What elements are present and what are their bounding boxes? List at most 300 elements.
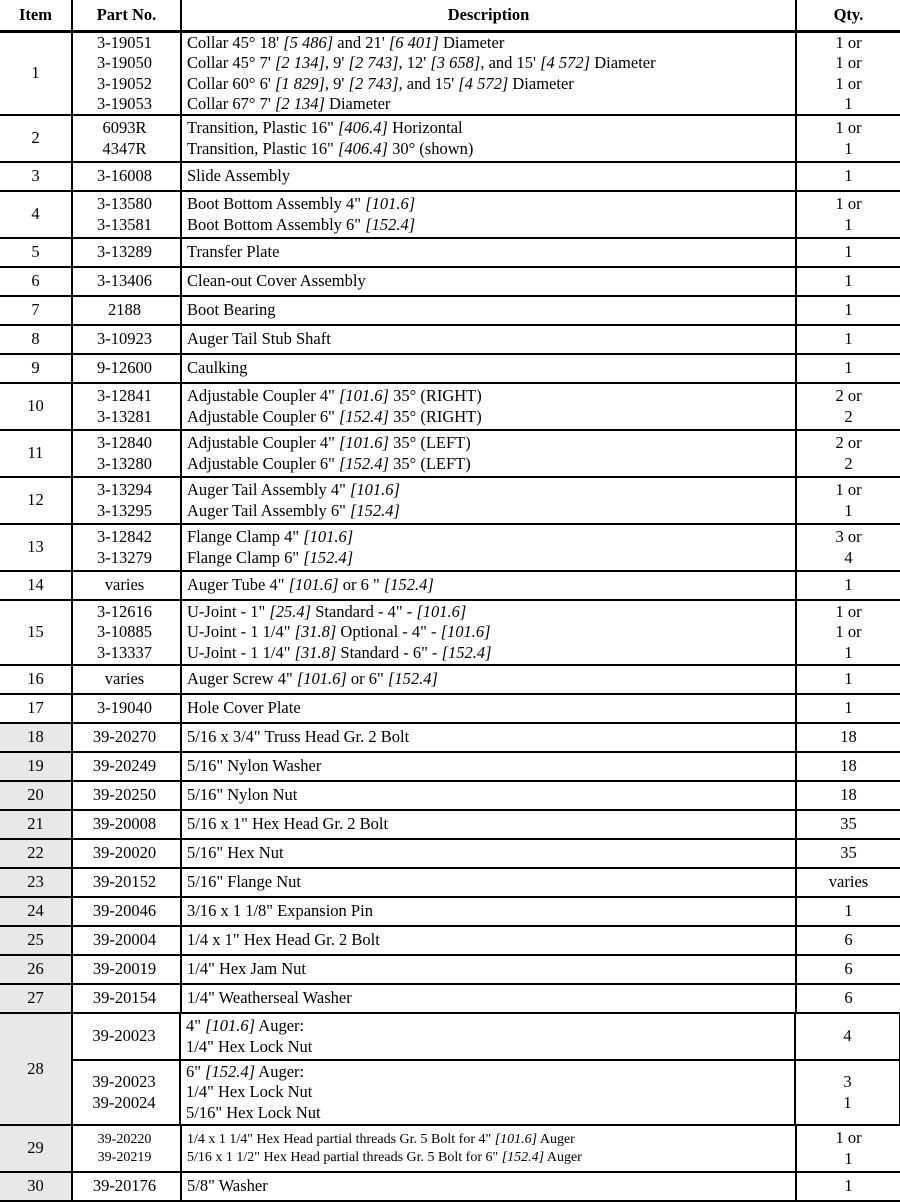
quantity-line: 1 [844,271,853,291]
cell-quantity [796,839,900,868]
part-number-line: 39-20250 [92,785,157,805]
description-line: Flange Clamp 6" [152.4] [187,547,354,567]
quantity-line: 1 [843,1092,852,1112]
quantity-line: 1 [844,575,853,595]
table-row [0,383,900,430]
quantity [797,1128,900,1168]
part-number-line: 3-12616 [97,602,152,622]
metric-value: [152.4] [365,214,416,234]
metric-value: [101.6] [339,386,389,406]
cell-quantity [796,926,900,955]
quantity [797,358,900,378]
cell-quantity [796,32,900,116]
cell-quantity [796,162,900,191]
description-line: 3/16 x 1 1/8" Expansion Pin [187,901,373,921]
part-number [73,575,176,595]
quantity-line: 1 or [835,53,862,73]
part-number [73,242,176,262]
description-line: Adjustable Coupler 6" [152.4] 35° (LEFT) [187,453,471,473]
cell-part-number [72,665,181,694]
quantity-line: 2 or [835,433,862,453]
quantity [797,271,900,291]
description-line: Slide Assembly [187,166,291,186]
cell-item-number: 2 [0,115,72,162]
cell-description [181,162,796,191]
quantity-line: 2 [844,406,853,426]
cell-description [181,191,796,238]
part-number [73,843,176,863]
metric-value: [152.4] [349,500,400,520]
table-row [0,694,900,723]
description-line: Hole Cover Plate [187,698,301,718]
cell-item-number: 26 [0,955,72,984]
table-row [0,571,900,600]
cell-item-number: 4 [0,191,72,238]
cell-item-number: 29 [0,1125,72,1172]
cell-quantity [796,723,900,752]
metric-value: [2 134] [274,93,325,113]
description [187,166,795,186]
quantity [796,1026,899,1046]
table-row [0,839,900,868]
metric-value: [3 658] [430,53,481,73]
quantity [797,33,900,114]
cell-item-number: 24 [0,897,72,926]
cell-item-number: 18 [0,723,72,752]
description [187,242,795,262]
table-row [0,810,900,839]
cell-item-number: 27 [0,984,72,1013]
cell-part-number [72,839,181,868]
cell-quantity [796,238,900,267]
table-row [0,477,900,524]
cell-item-number: 20 [0,781,72,810]
part-number [73,1026,175,1046]
column-header-qty: Qty. [796,0,900,32]
table-row [0,115,900,162]
cell-part-number [72,781,181,810]
metric-value: [4 572] [458,73,509,93]
table-body [0,32,900,1202]
cell-item-number: 6 [0,267,72,296]
cell-item-number: 23 [0,868,72,897]
quantity-line: 1 [844,214,853,234]
metric-value: [4 572] [540,53,591,73]
cell-description [181,665,796,694]
column-header-description: Description [181,0,796,32]
quantity-line: 1 [844,166,853,186]
part-number-line: 3-13280 [97,453,152,473]
metric-value: [152.4] [501,1149,545,1165]
cell-description [181,238,796,267]
description [187,433,795,473]
table-row [0,296,900,325]
cell-part-number [72,32,181,116]
quantity-line: 1 or [835,33,862,53]
quantity [797,386,900,426]
part-number-line: 39-20020 [92,843,157,863]
cell-part-number [72,694,181,723]
description-line: Collar 67° 7' [2 134] Diameter [187,93,391,113]
description-line: Transition, Plastic 16" [406.4] Horizontal [187,118,463,138]
cell-item-number: 12 [0,477,72,524]
cell-part-number [72,238,181,267]
description-line: Transfer Plate [187,242,280,262]
metric-value: [406.4] [337,138,388,158]
description-line: 5/16" Flange Nut [187,872,301,892]
cell-part-number [72,383,181,430]
cell-quantity [796,955,900,984]
quantity [797,785,900,805]
part-number-line: 4347R [102,138,147,158]
description-line: Boot Bearing [187,300,276,320]
description [187,527,795,567]
table-row [0,162,900,191]
metric-value: [31.8] [294,642,337,662]
part-number-line: 3-13281 [97,406,152,426]
description [187,1131,795,1166]
cell-quantity [795,1014,899,1060]
part-number [73,930,176,950]
part-number [73,959,176,979]
quantity [797,527,900,567]
quantity [797,300,900,320]
cell-item-number: 11 [0,430,72,477]
cell-quantity [796,383,900,430]
part-number [73,988,176,1008]
cell-description [181,810,796,839]
quantity-line: 1 [844,138,853,158]
description [187,33,795,114]
cell-description [181,600,796,665]
description-line: 1/4 x 1" Hex Head Gr. 2 Bolt [187,930,380,950]
part-number [73,118,176,158]
table-row [0,524,900,571]
cell-part-number [72,162,181,191]
part-number-line: 3-12840 [97,433,152,453]
cell-part-number [72,984,181,1013]
description-line: Flange Clamp 4" [101.6] [187,527,354,547]
cell-item-number: 1 [0,32,72,116]
part-number [73,329,176,349]
description [187,901,795,921]
part-number [73,785,176,805]
quantity-line: 1 [844,242,853,262]
metric-value: [152.4] [383,575,434,595]
quantity-line: 6 [844,959,853,979]
quantity-line: 1 or [835,622,862,642]
description-line: 6" [152.4] Auger: [186,1062,305,1082]
cell-description [181,477,796,524]
description-line: Adjustable Coupler 4" [101.6] 35° (RIGHT) [187,386,482,406]
description [187,785,795,805]
part-number-line: 39-20023 [92,1072,156,1092]
part-number-line: 39-20152 [92,872,157,892]
description-line: 5/16" Nylon Washer [187,756,322,776]
cell-quantity [796,1125,900,1172]
part-number-line: 3-13279 [97,547,152,567]
part-number-line: 3-13289 [97,242,152,262]
description [187,386,795,426]
cell-quantity [796,665,900,694]
metric-value: [2 134] [274,53,325,73]
cell-description [181,430,796,477]
cell-item-number: 17 [0,694,72,723]
metric-value: [31.8] [294,622,337,642]
part-number-line: 3-12841 [97,386,152,406]
part-number [73,33,176,114]
quantity [797,727,900,747]
table-row [0,32,900,116]
table-row [0,665,900,694]
quantity-line: 1 [844,500,853,520]
quantity-line: 1 [844,698,853,718]
quantity-line: 18 [840,727,857,747]
quantity [797,698,900,718]
description-line: 5/16" Hex Lock Nut [186,1102,321,1122]
metric-value: [152.4] [387,669,438,689]
part-number-line: 3-13294 [97,480,152,500]
quantity-line: 1 or [835,602,862,622]
description [187,271,795,291]
part-number [73,271,176,291]
cell-part-number [72,477,181,524]
table-row [0,926,900,955]
cell-item-number: 21 [0,810,72,839]
description-line: 1/4" Hex Lock Nut [186,1036,313,1056]
description [187,669,795,689]
cell-description [181,115,796,162]
description-line: Auger Tail Assembly 6" [152.4] [187,500,400,520]
part-number [73,166,176,186]
quantity-line: 35 [840,814,857,834]
part-number-line: 3-19050 [97,53,152,73]
metric-value: [152.4] [205,1062,256,1082]
quantity [797,480,900,520]
description [187,480,795,520]
description [187,872,795,892]
cell-quantity [796,115,900,162]
table-row [0,955,900,984]
part-number [73,1176,176,1196]
table-row [0,781,900,810]
quantity [797,843,900,863]
description [187,118,795,158]
part-number [73,756,176,776]
column-header-part-no: Part No. [72,0,181,32]
part-number [73,669,176,689]
table-row [0,752,900,781]
description-line: U-Joint - 1 1/4" [31.8] Standard - 6" - [152.4] [187,642,492,662]
part-number-line: 39-20219 [97,1149,152,1165]
quantity-line: 1 [844,642,853,662]
cell-item-number: 9 [0,354,72,383]
cell-part-number [72,955,181,984]
metric-value: [101.6] [288,575,339,595]
table-subrow [73,1014,899,1060]
quantity [797,1176,900,1196]
part-number-line: 3-13581 [97,214,152,234]
part-number-line: 3-19053 [97,93,152,113]
cell-description [181,325,796,354]
description [187,602,795,662]
part-number-line: 39-20176 [92,1176,157,1196]
metric-value: [152.4] [339,406,389,426]
metric-value: [101.6] [296,669,347,689]
part-number-line: 39-20249 [92,756,157,776]
part-number-line: 39-20220 [97,1132,152,1147]
cell-description [181,723,796,752]
cell-quantity [796,694,900,723]
part-number [73,1131,176,1166]
cell-part-number [72,430,181,477]
description-line: 1/4" Hex Lock Nut [186,1082,313,1102]
cell-description [181,1172,796,1201]
cell-quantity [796,477,900,524]
quantity [797,959,900,979]
cell-description [181,1125,796,1172]
part-number [73,527,176,567]
cell-description [181,781,796,810]
cell-quantity [796,897,900,926]
description [187,727,795,747]
part-number [73,727,176,747]
quantity [797,242,900,262]
part-number [73,602,176,662]
quantity [797,575,900,595]
metric-value: [6 401] [388,33,439,53]
cell-description [180,1060,795,1124]
cell-part-number [72,723,181,752]
part-number-line: 3-19051 [97,33,152,53]
description [187,300,795,320]
part-number [73,872,176,892]
cell-item-number: 14 [0,571,72,600]
cell-quantity [796,524,900,571]
cell-item-number: 5 [0,238,72,267]
metric-value: [2 743] [348,73,399,93]
cell-part-number [72,325,181,354]
description-line: Auger Tail Assembly 4" [101.6] [187,480,400,500]
cell-quantity [796,1172,900,1201]
part-number-line: 3-10885 [97,622,152,642]
description [187,698,795,718]
description-line: Boot Bottom Assembly 6" [152.4] [187,214,416,234]
table-row [0,897,900,926]
cell-quantity [796,984,900,1013]
part-number-line: 39-20046 [92,901,157,921]
description [187,814,795,834]
cell-item-number: 8 [0,325,72,354]
cell-part-number [72,868,181,897]
cell-description [181,32,796,116]
cell-part-number [72,191,181,238]
description-line: 1/4" Hex Jam Nut [187,959,307,979]
description [186,1062,794,1122]
cell-description [181,694,796,723]
cell-part-number [72,752,181,781]
cell-quantity [796,781,900,810]
quantity-line: 3 [843,1072,852,1092]
cell-quantity [796,868,900,897]
part-number [73,433,176,473]
table-row [0,238,900,267]
table-row [0,267,900,296]
description-line: Auger Tube 4" [101.6] or 6 " [152.4] [187,575,434,595]
description-line: Caulking [187,358,248,378]
table-subrow [73,1060,899,1124]
cell-part-number [72,571,181,600]
table-row [0,191,900,238]
description-line: 5/16 x 3/4" Truss Head Gr. 2 Bolt [187,727,410,747]
header-row [0,0,900,32]
description [187,959,795,979]
cell-description [181,955,796,984]
cell-part-number [72,926,181,955]
quantity [797,901,900,921]
part-number-line: 39-20008 [92,814,157,834]
cell-item-number: 22 [0,839,72,868]
cell-item-number: 15 [0,600,72,665]
part-number [73,386,176,426]
part-number-line: 3-12842 [97,527,152,547]
metric-value: [101.6] [205,1016,256,1036]
description-line: Auger Tail Stub Shaft [187,329,331,349]
description [187,756,795,776]
metric-value: [101.6] [349,480,400,500]
part-number [73,300,176,320]
cell-description [181,839,796,868]
cell-part-number [72,267,181,296]
table-row [0,984,900,1013]
metric-value: [101.6] [494,1132,538,1147]
cell-quantity [796,571,900,600]
table-row [0,1013,900,1125]
description-line: 4" [101.6] Auger: [186,1016,305,1036]
column-header-item: Item [0,0,72,32]
cell-quantity [796,267,900,296]
quantity [797,166,900,186]
quantity-line: 1 or [835,73,862,93]
cell-description [181,868,796,897]
quantity-line: 4 [844,547,853,567]
cell-item-number: 16 [0,665,72,694]
quantity-line: 1 [844,358,853,378]
quantity [797,872,900,892]
metric-value: [2 743] [348,53,399,73]
cell-item-number: 10 [0,383,72,430]
quantity-line: 1 [844,1176,853,1196]
cell-quantity [796,296,900,325]
cell-item-number: 30 [0,1172,72,1201]
cell-description [181,897,796,926]
quantity-line: 1 [844,1148,853,1168]
quantity-line: 18 [840,756,857,776]
description [187,988,795,1008]
cell-quantity [796,325,900,354]
cell-quantity [796,430,900,477]
cell-part-number [72,1172,181,1201]
cell-description [181,571,796,600]
cell-part-number [72,354,181,383]
metric-value: [152.4] [303,547,354,567]
description-line: Adjustable Coupler 4" [101.6] 35° (LEFT) [187,433,471,453]
cell-part-number [72,600,181,665]
quantity-line: 18 [840,785,857,805]
table-row [0,325,900,354]
cell-item-number: 3 [0,162,72,191]
metric-value: [1 829] [274,73,325,93]
